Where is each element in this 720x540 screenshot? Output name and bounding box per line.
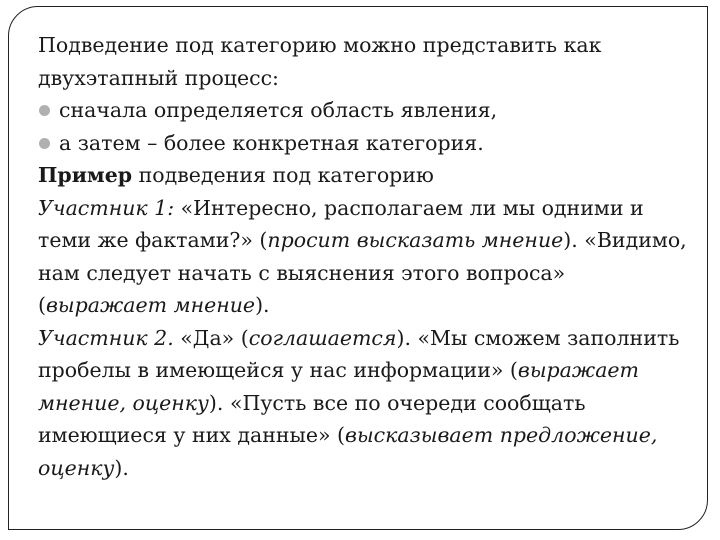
participant-2-mid-1: ). «Мы сможем заполнить пробелы в имеющейся у нас информации» ( — [38, 325, 680, 382]
slide-frame — [8, 6, 708, 530]
bullet-dot-icon — [39, 105, 50, 116]
participant-1-act-1: просит высказать мнение — [267, 228, 564, 252]
participant-2-act-3: высказывает предложение, оценку — [38, 423, 658, 480]
participant-1-quote: «Интересно, располагаем ли мы одними и теми же фактами?» ( — [38, 195, 644, 252]
participant-1-end: ). — [255, 293, 270, 317]
participant-1-act-2: выражает мнение — [46, 293, 256, 317]
participant-2-speaker: Участник 2. — [38, 325, 174, 350]
bullet-text-2: а затем – более конкретная категория. — [59, 130, 484, 155]
participant-1-speaker: Участник 1: — [38, 195, 175, 220]
participant-2-quote: «Да» ( — [173, 325, 249, 350]
participant-2-mid-2: ). «Пусть все по очереди сообщать имеющиеся у них данные» ( — [38, 390, 586, 447]
example-heading — [38, 159, 698, 192]
example-bold: Пример — [38, 163, 133, 187]
participant-1-mid: ). «Видимо, нам следует начать с выяснения этого вопроса» ( — [38, 228, 687, 317]
participant-2-end: ). — [114, 455, 129, 480]
intro-text: Подведение под категорию можно представить как двухэтапный процесс: — [38, 33, 602, 90]
participant-2-act-1: соглашается — [248, 325, 397, 350]
bullet-dot-icon — [39, 138, 50, 149]
bullet-item-1 — [38, 94, 698, 127]
bullet-item-2 — [38, 127, 698, 160]
bullet-text-1: сначала определяется область явления, — [59, 98, 498, 122]
slide-content — [38, 29, 698, 484]
participant-2-act-2: выражает мнение, оценку — [38, 358, 639, 415]
participant-2-paragraph — [38, 322, 698, 485]
participant-1-paragraph — [38, 192, 698, 322]
example-rest: подведения под категорию — [132, 163, 434, 187]
